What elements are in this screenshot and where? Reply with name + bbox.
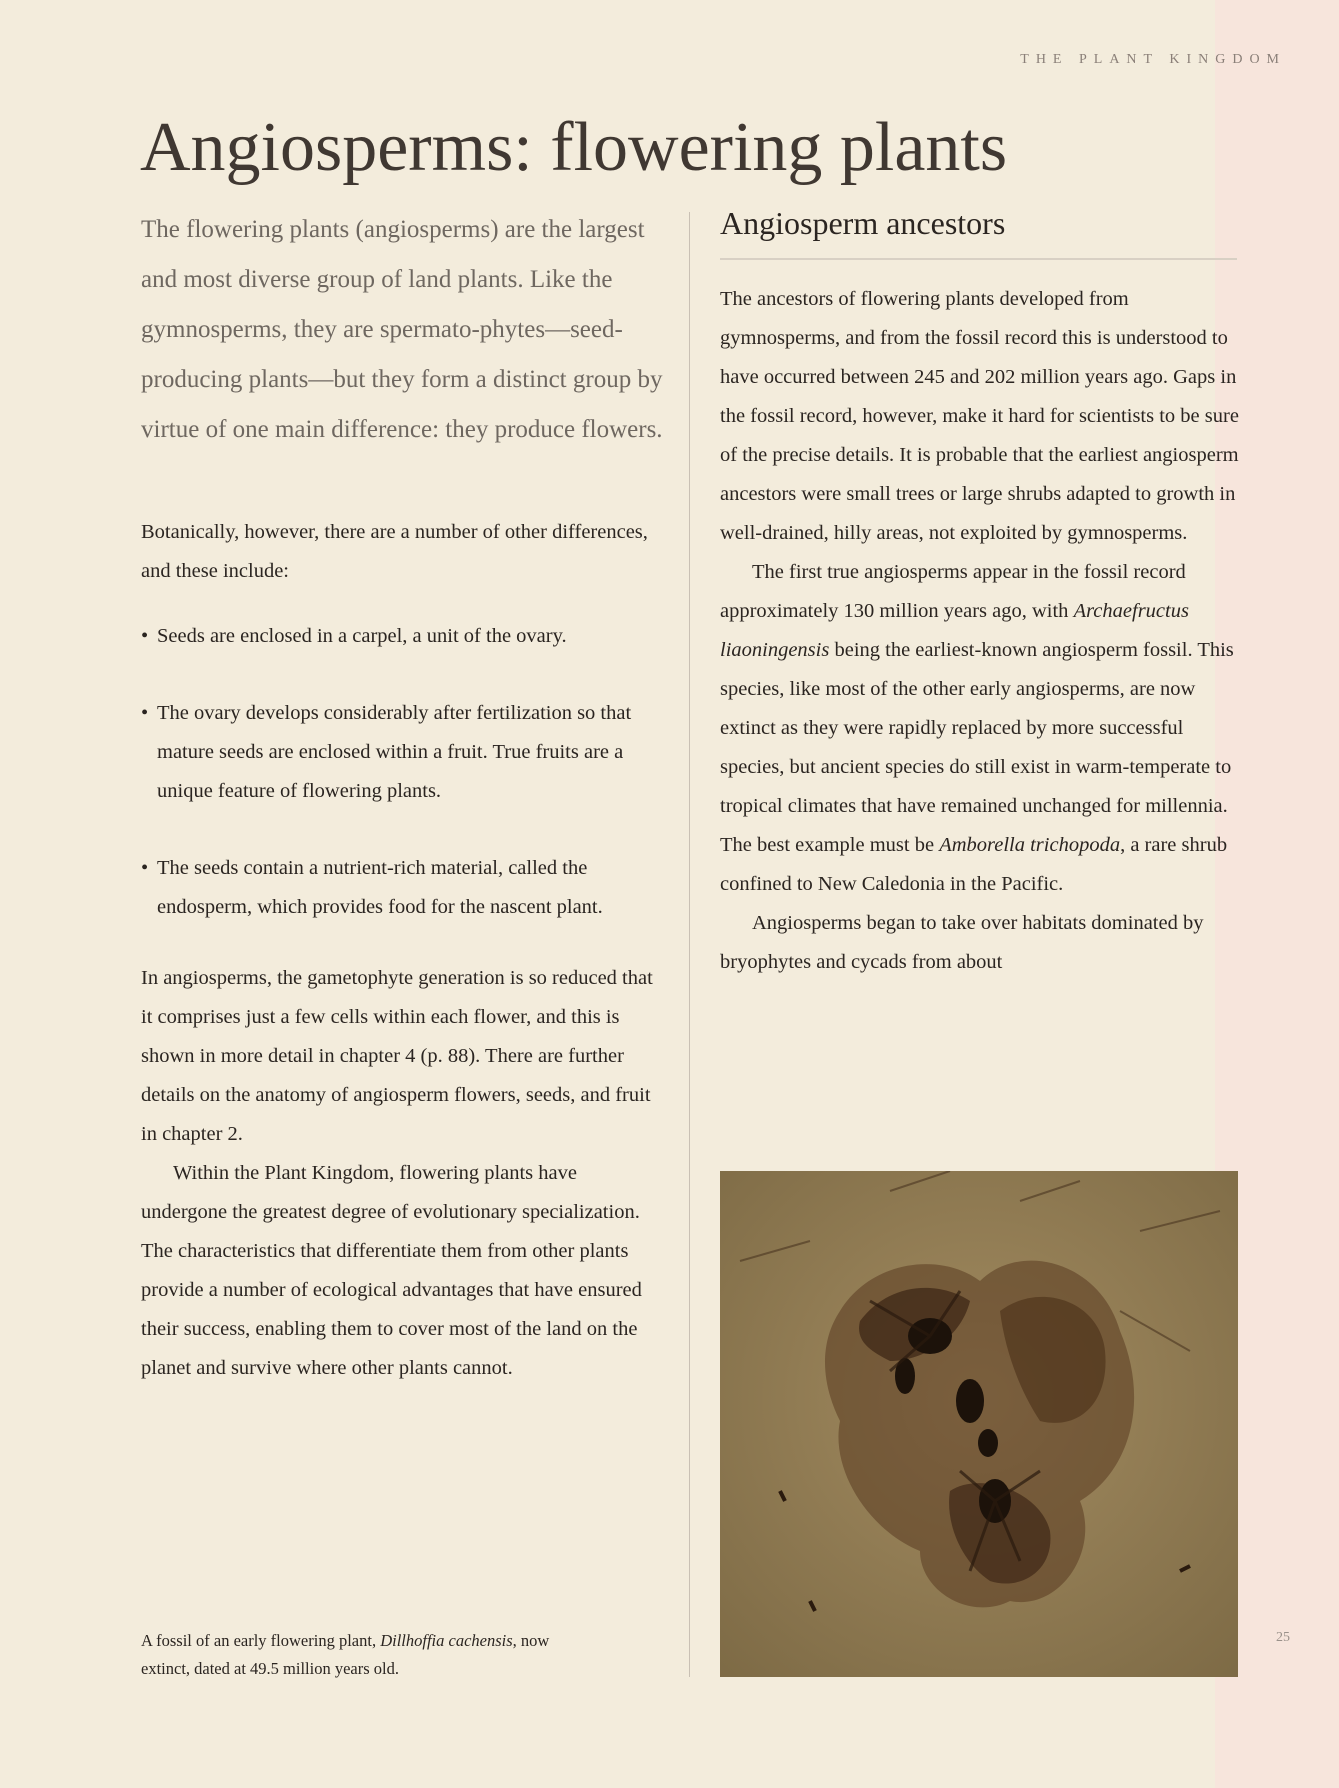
running-head: THE PLANT KINGDOM [1020, 52, 1286, 67]
species-name: Archaefructus liaoningensis [720, 600, 1189, 661]
page-title: Angiosperms: flowering plants [140, 109, 1008, 186]
section-heading: Angiosperm ancestors [720, 205, 1237, 260]
first-angiosperms-paragraph [720, 553, 1240, 904]
para-text: The first true angiosperms appear in the fossil record approximately 130 million years ago, with [720, 561, 1186, 622]
list-item: • Seeds are enclosed in a carpel, a unit of the ovary. [141, 617, 666, 656]
page-number: 25 [1276, 1630, 1290, 1645]
caption-prefix: A fossil of an early flowering plant, [141, 1631, 381, 1650]
gametophyte-paragraph: In angiosperms, the gametophyte generation is so reduced that it comprises just a few cells within each flower, and this is shown in more detail in chapter 4 (p. 88). There are further details on the anatomy of angiosperm flowers, seeds, and fruit in chapter 2. [141, 967, 653, 1145]
list-item: • The seeds contain a nutrient-rich material, called the endosperm, which provides food for the nascent plant. [141, 849, 666, 927]
caption-species: Dillhoffia cachensis [380, 1631, 513, 1650]
habitats-paragraph: Angiosperms began to take over habitats dominated by bryophytes and cycads from about [720, 912, 1204, 973]
differences-list [141, 617, 666, 927]
differences-paragraph: Botanically, however, there are a number of other differences, and these include: [141, 521, 648, 582]
ancestors-paragraph: The ancestors of flowering plants developed from gymnosperms, and from the fossil record this is understood to have occurred between 245 and 202 million years ago. Gaps in the fossil record, however, make it hard for scientists to be sure of the precise details. It is probable that the earliest angiosperm ancestors were small trees or large shrubs adapted to growth in well-drained, hilly areas, not exploited by gymnosperms. [720, 288, 1239, 544]
intro-paragraph: The flowering plants (angiosperms) are the largest and most diverse group of land plants. Like the gymnosperms, they are spermato-phytes—seed-producing plants—but they form a distinct group by virtue of one main difference: they produce flowers. [141, 216, 663, 443]
fossil-photo [720, 1171, 1238, 1677]
left-column [141, 205, 666, 1388]
column-divider [689, 212, 690, 1677]
right-column [720, 205, 1240, 982]
para-text: , a rare shrub confined to New Caledonia in the Pacific. [720, 834, 1228, 895]
para-text: being the earliest-known angiosperm fossil. This species, like most of the other early angiosperms, are now extinct as they were rapidly replaced by more successful species, but ancient species do still exist in warm-temperate to tropical climates that have remained unchanged for millennia. The best example must be [720, 639, 1234, 856]
list-item: • The ovary develops considerably after fertilization so that mature seeds are enclosed within a fruit. True fruits are a unique feature of flowering plants. [141, 694, 666, 811]
figure-caption [141, 1627, 571, 1683]
specialization-paragraph: Within the Plant Kingdom, flowering plants have undergone the greatest degree of evolutionary specialization. The characteristics that differentiate them from other plants provide a number of ecological advantages that have ensured their success, enabling them to cover most of the land on the planet and survive where other plants cannot. [141, 1162, 642, 1379]
species-name: Amborella trichopoda [939, 834, 1121, 856]
fossil-leaf-image [720, 1171, 1238, 1677]
caption-suffix: , now extinct, dated at 49.5 million years old. [141, 1631, 550, 1678]
